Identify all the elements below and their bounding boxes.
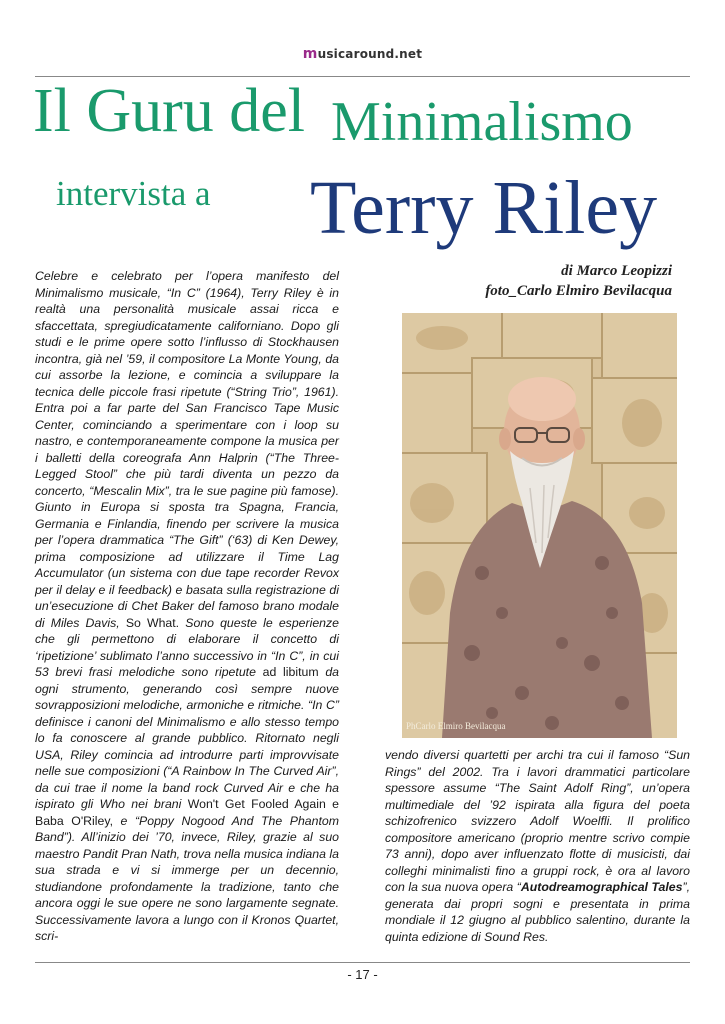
logo-initial: m <box>302 46 318 62</box>
portrait-photo <box>402 313 677 738</box>
text-run: Celebre e celebrato per l’opera manifesto del Minimalismo musicale, “In C” (1964), Terry Riley è in realtà una personalità musicale assai ricca e sfaccettata, spregiudicatamente californiano. Dopo gli studi e le prime opere sotto l’influsso di Stockhausen incontra, già nel ’59, il compositore La Monte Young, da cui assorbe la lezione, e comincia a sviluppare la tecnica delle piccole frasi ripetute (“String Trio”, 1961). Entra poi a far parte del San Francisco Tape Music Center, cominciando a sperimentare con i loop su nastro, e contemporaneamente compone la musica per i balletti della coreografa Ann Halprin (“The Three-Legged Stool” che più tardi diventa un pezzo da concerto, “Mescalin Mix”, tra le sue pagine più famose). Giunto in Europa si sposta tra Spagna, Francia, Germania e Finlandia, finendo per scrivere la musica per l’opera drammatica “The Gift” (‘63) di Ken Dewey, prima composizione ad utilizzare il Time Lag Accumulator (un sistema con due tape recorder Revox per il delay e il feedback) e basata sulla registrazione di un’esecuzione di Chet Baker del famoso brano modale di Miles Davis, <box>35 269 339 630</box>
text-run: e “Poppy Nogood And The Phantom Band”). All’inizio dei ’70, invece, Riley, grazie al suo maestro Pandit Pran Nath, trova nella musica indiana la sua strada e vi si immerge per un decennio, studiandone profondamente la tradizione, tanto che ancora oggi le sue opere ne sono largamente segnate. Successivamente lavora a lungo con il Kronos Quartet, scri- <box>35 813 339 943</box>
author-credit: di Marco Leopizzi <box>561 263 672 279</box>
logo-text: usicaround.net <box>317 47 423 61</box>
song-titles: Won't Get Fooled Again e Baba O'Riley, <box>35 797 339 828</box>
bottom-divider <box>35 962 690 963</box>
opera-title: Autodreamographical Tales <box>520 880 683 894</box>
text-run: da ogni strumento, generando così sempre nuove sovrapposizioni melodiche, armoniche e ritmiche. “In C” definisce i canoni del Minimalismo e allo stesso tempo lo fa conoscere al grande pubblico. Ritornato negli USA, Riley comincia ad introdurre parti improvvisate nelle sue composizioni (“A Rainbow In The Curved Air”, da cui trae il nome la band rock Curved Air e che ha ispirato gli Who nei brani <box>35 665 339 811</box>
title-line-1: Il Guru del <box>33 77 306 145</box>
page-number: - 17 - <box>347 967 378 982</box>
title-line-2: Minimalismo <box>331 91 633 153</box>
photo-credit-line: foto_Carlo Elmiro Bevilacqua <box>485 283 672 299</box>
article-column-right <box>385 747 690 945</box>
photo-watermark: PhCarlo Elmiro Bevilacqua <box>406 721 506 731</box>
text-run: vendo diversi quartetti per archi tra cui il famoso “Sun Rings” del 2002. Tra i lavori drammatici particolare spessore assume “The Saint Adolf Ring”, un’opera multimediale del ’92 ispirata alla figura del poeta schizofrenico svizzero Adolf Woelfli. Il prolifico compositore americano (proprio mentre scrivo compie 73 anni), dopo aver influenzato flotte di musicisti, dai colleghi minimalisti fino a gruppi rock, è ora al lavoro con la sua nuova opera “ <box>385 748 690 894</box>
text-run: Sono queste le esperienze che gli permettono di elaborare il concetto di ‘ripetizione’ sublimato l’anno successivo in “In C”, in cui 53 brevi frasi melodiche sono ripetute <box>35 615 339 679</box>
article-column-left <box>35 268 339 945</box>
title-line-4: Terry Riley <box>310 166 658 250</box>
latin-term: ad libitum <box>255 665 319 679</box>
left-paragraph <box>35 268 339 945</box>
song-title: So What. <box>119 615 180 630</box>
article-credits <box>485 261 672 301</box>
text-run: ”, generata dai propri sogni e presentata in prima mondiale il 12 giugno al pubblico salentino, durante la quinta edizione di Sound Res. <box>385 880 691 944</box>
right-paragraph <box>385 747 690 945</box>
title-line-3: intervista a <box>56 174 211 213</box>
site-logo <box>0 46 725 62</box>
